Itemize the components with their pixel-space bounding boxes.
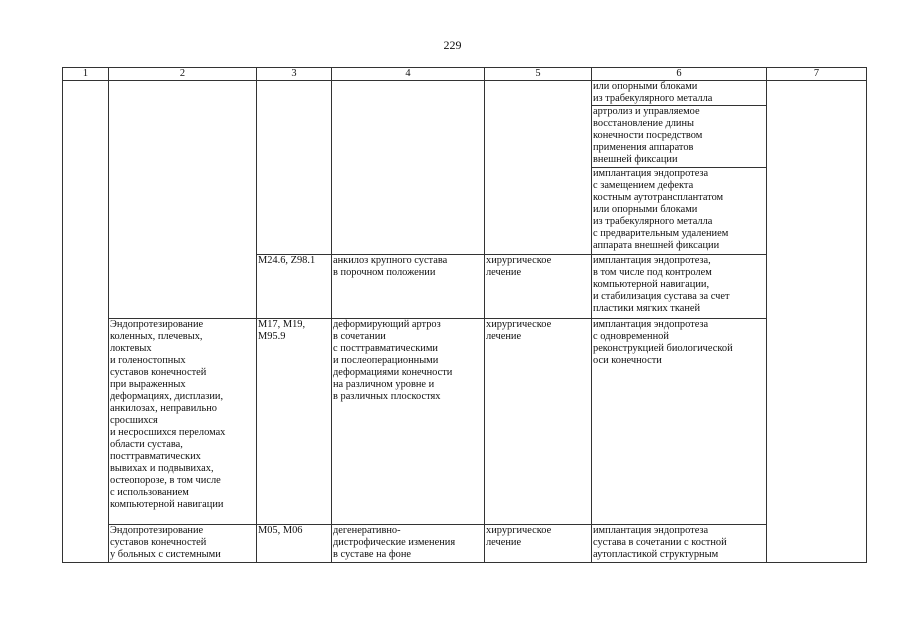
method-cell: имплантация эндопротеза сустава в сочетании с костной аутопластикой структурным (592, 525, 767, 563)
diagnosis-code-cell: M24.6, Z98.1 (257, 255, 332, 319)
table-row (63, 81, 867, 106)
header-cell-3: 3 (257, 68, 332, 81)
method-cell: артролиз и управляемое восстановление длины конечности посредством применения аппаратов внешней фиксации (592, 106, 767, 168)
condition-cell: дегенеративно- дистрофические изменения в суставе на фоне (332, 525, 485, 563)
method-cell: имплантация эндопротеза, в том числе под контролем компьютерной навигации, и стабилизация сустава за счет пластики мягких тканей (592, 255, 767, 319)
col5-cell (485, 81, 592, 255)
header-cell-4: 4 (332, 68, 485, 81)
treatment-type-cell: хирургическое лечение (485, 525, 592, 563)
method-cell: имплантация эндопротеза с одновременной реконструкцией биологической оси конечности (592, 319, 767, 525)
diagnosis-code-cell: M17, M19, M95.9 (257, 319, 332, 525)
header-cell-6: 6 (592, 68, 767, 81)
header-cell-5: 5 (485, 68, 592, 81)
method-cell: или опорными блоками из трабекулярного металла (592, 81, 767, 106)
col3-cell (257, 81, 332, 255)
services-table (62, 67, 867, 563)
col4-cell (332, 81, 485, 255)
col2-cell (109, 81, 257, 319)
diagnosis-code-cell: M05, M06 (257, 525, 332, 563)
care-type-cell: Эндопротезирование коленных, плечевых, локтевых и голеностопных суставов конечностей при выраженных деформациях, дисплазии, анкилозах, неправильно сросшихся и несросшихся переломах области сустава, посттравматических вывихах и подвывихах, остеопорозе, в том числе с использованием компьютерной навигации (109, 319, 257, 525)
table-row (63, 525, 867, 563)
header-cell-1: 1 (63, 68, 109, 81)
header-cell-2: 2 (109, 68, 257, 81)
page-number: 229 (443, 38, 462, 52)
treatment-type-cell: хирургическое лечение (485, 255, 592, 319)
condition-cell: анкилоз крупного сустава в порочном положении (332, 255, 485, 319)
condition-cell: деформирующий артроз в сочетании с посттравматическими и послеоперационными деформациями конечности на различном уровне и в различных плоскостях (332, 319, 485, 525)
col7-cell (767, 81, 867, 563)
header-row (63, 68, 867, 81)
care-type-cell: Эндопротезирование суставов конечностей у больных с системными (109, 525, 257, 563)
treatment-type-cell: хирургическое лечение (485, 319, 592, 525)
table-row (63, 319, 867, 525)
col1-cell (63, 81, 109, 563)
header-cell-7: 7 (767, 68, 867, 81)
method-cell: имплантация эндопротеза с замещением дефекта костным аутотрансплантатом или опорными блоками из трабекулярного металла с предварительным удалением аппарата внешней фиксации (592, 168, 767, 255)
